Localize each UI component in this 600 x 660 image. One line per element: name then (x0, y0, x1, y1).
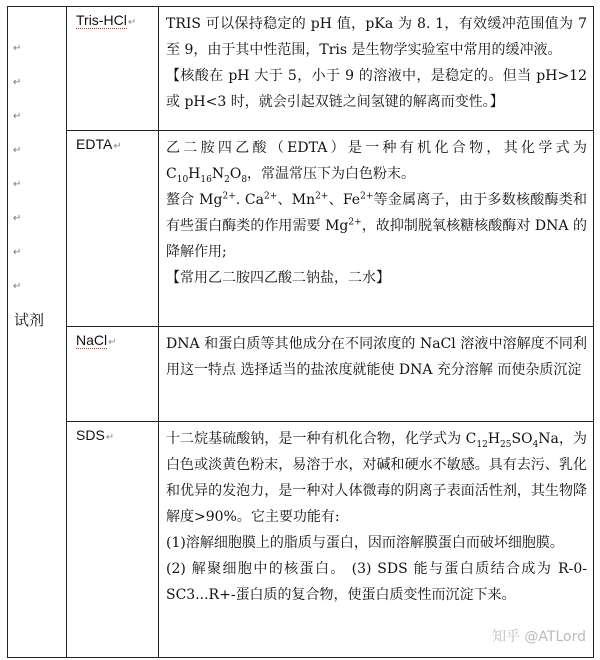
text-span: H (487, 430, 501, 447)
subscript: 10 (176, 174, 189, 185)
reagent-name: EDTA (76, 136, 113, 153)
text-span: 等金属离子，由于多数核酸酶类和有些蛋白酶类的作用需要 Mg (166, 192, 588, 235)
subscript: 12 (476, 439, 488, 450)
text-span: ，为白色或淡黄色粉末，易溶于水，对碱和硬水不敏感。具有去污、乳化和优异的发泡力，是一种对人体微毒的阴离子表面活性剂，其生物降解度>90%。它主要功能有: (166, 430, 588, 525)
paragraph-mark: ↵ (13, 179, 22, 190)
text-span: 、Fe (328, 192, 361, 209)
paragraph-mark: ↵ (13, 111, 22, 122)
reagent-description (159, 421, 594, 657)
text-span: O (229, 166, 242, 183)
subscript: 8 (241, 174, 248, 185)
paragraph-marks (13, 43, 21, 293)
reagent-name-cell (67, 131, 159, 327)
paragraph-mark: ↵ (13, 213, 22, 224)
text-span: 、Mn (277, 192, 316, 209)
reagent-name-cell (67, 327, 159, 421)
paragraph-mark: ↵ (13, 77, 22, 88)
text-span: N (211, 166, 225, 183)
description-line: (2) 解聚细胞中的核蛋白。 (3) SDS 能与蛋白质结合成为 R-0-SC3...R+-蛋白质的复合物，使蛋白质变性而沉淀下来。 (166, 560, 587, 603)
superscript: 2+ (348, 217, 362, 228)
text-span: 十二烷基硫酸钠，是一种有机化合物，化学式为 (166, 430, 462, 447)
paragraph-mark: ↵ (113, 141, 122, 153)
text-span: Na (538, 430, 559, 447)
reagent-name: NaCl (76, 332, 108, 349)
paragraph-mark: ↵ (127, 17, 137, 28)
description-line: TRIS 可以保持稳定的 pH 值，pKa 为 8. 1，有效缓冲范围值为 7 至 9，由于其中性范围，Tris 是生物学实验室中常用的缓冲液。 (166, 16, 587, 58)
text-span: C (166, 166, 177, 183)
superscript: 2+ (315, 191, 329, 202)
watermark: 知乎 @ATLord (491, 629, 586, 645)
text-span: SO (511, 430, 533, 447)
section-label-cell (8, 7, 67, 658)
text-span: C (465, 430, 477, 447)
subscript: 16 (200, 174, 212, 185)
reagent-name: SDS (76, 426, 105, 443)
description-line: (1)溶解细胞膜上的脂质与蛋白，因而溶解膜蛋白而破坏细胞膜。 (166, 534, 564, 551)
text-span: ，故抑制脱氧核糖核酸酶对 DNA 的降解作用; (166, 218, 587, 261)
subscript: 2 (224, 174, 230, 185)
text-span: ，常温常压下为白色粉末。 (247, 166, 416, 183)
paragraph-mark: ↵ (13, 247, 22, 258)
paragraph-mark: ↵ (105, 431, 115, 443)
superscript: 2+ (360, 191, 374, 202)
text-span: . Ca (235, 192, 264, 209)
superscript: 2+ (263, 191, 278, 202)
table-row (8, 7, 594, 131)
description-line: 【核酸在 pH 大于 5，小于 9 的溶液中，是稳定的。但当 pH>12 或 pH<3 时，就会引起双链之间氢键的解离而变性。】 (166, 68, 587, 110)
text-span: 乙二胺四乙酸（EDTA）是一种有机化合物，其化学式为 (166, 140, 587, 157)
superscript: 2+ (222, 191, 236, 202)
description-line (166, 187, 587, 265)
text-span: H (188, 166, 201, 183)
reagent-description (159, 131, 594, 327)
paragraph-mark: ↵ (108, 337, 117, 349)
reagent-name-cell (67, 7, 159, 131)
text-span: 螯合 Mg (166, 192, 223, 209)
table-row (8, 421, 594, 657)
table-row (8, 131, 594, 327)
reagent-name-cell (67, 421, 159, 657)
reagent-table (7, 6, 594, 658)
reagent-description (159, 7, 594, 131)
paragraph-mark: ↵ (13, 145, 22, 156)
description-line: 【常用乙二胺四乙酸二钠盐，二水】 (166, 270, 390, 287)
subscript: 25 (500, 439, 512, 450)
table-row (8, 327, 594, 421)
reagent-name: Tris-HCl (76, 12, 127, 28)
description-line (166, 426, 587, 530)
paragraph-mark: ↵ (13, 281, 22, 292)
paragraph-mark: ↵ (13, 43, 22, 54)
reagent-description (159, 327, 594, 421)
description-line (166, 135, 587, 187)
subscript: 4 (532, 439, 539, 450)
description-line: DNA 和蛋白质等其他成分在不同浓度的 NaCl 溶液中溶解度不同利用这一特点 选择适当的盐浓度就能使 DNA 充分溶解 而使杂质沉淀 (166, 336, 587, 379)
section-label: 试剂 (14, 311, 45, 329)
